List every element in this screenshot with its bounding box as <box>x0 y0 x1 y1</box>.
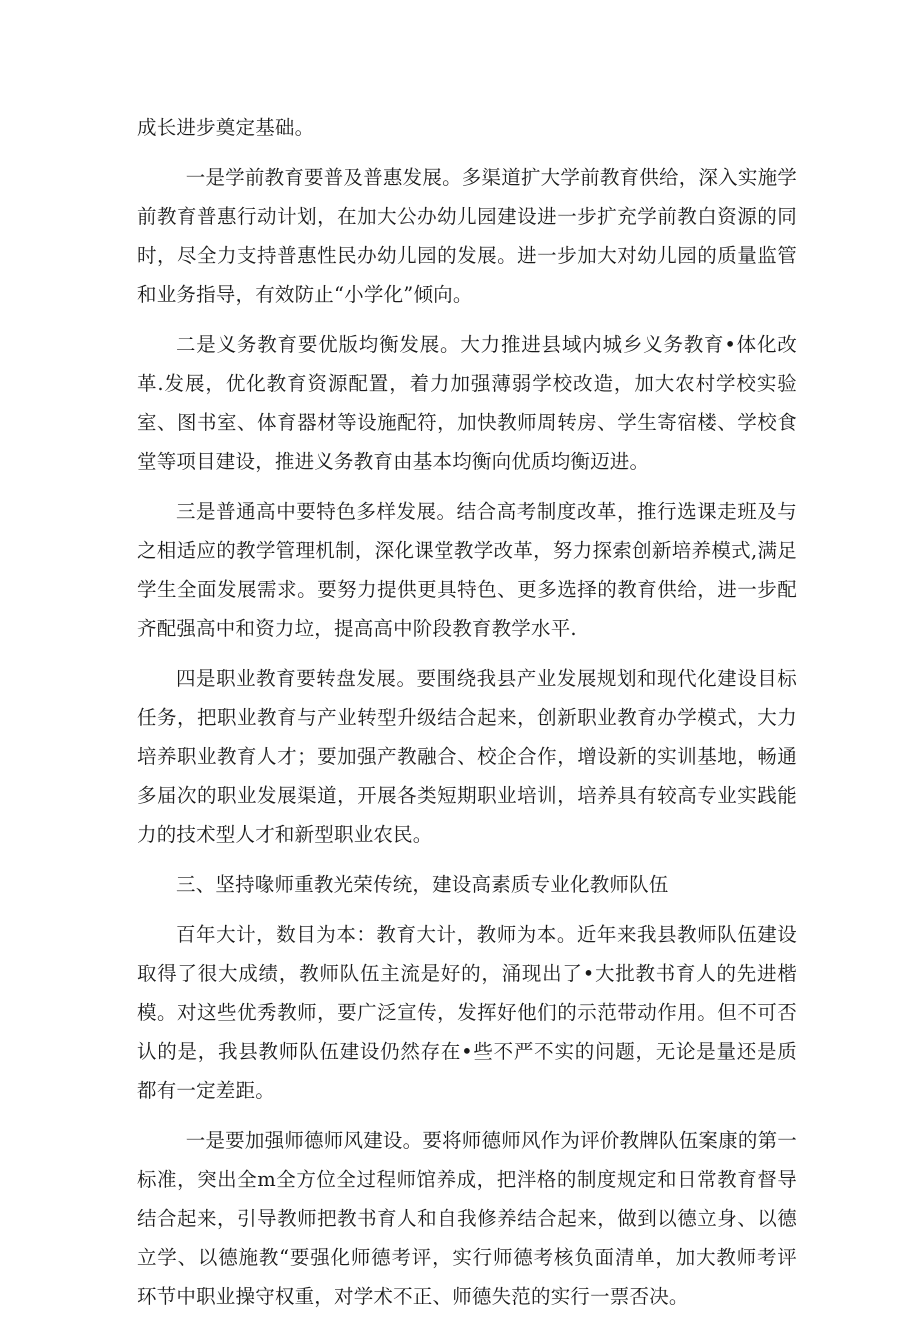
paragraph-compulsory: 二是义务教育要优版均衡发展。大力推进县域内城乡义务教育•体化改革.发展，优化教育资源配置，着力加强薄弱学校改造，加大农村学校实验室、图书室、体育器材等设施配符，加快教师周转房、学生寄宿楼、学校食堂等项目建设，推进义务教育由基本均衡向优质均衡迈进。 <box>137 333 797 473</box>
paragraph-ethics: 一是要加强师德师风建设。要将师德师风作为评价教牌队伍案康的第一标准，突出全m全方位全过程师馆养成，把泮格的制度规定和日常教育督导结合起来，引导教师把教书育人和自我修养结合起来，做到以德立身、以德立学、以德施教“要强化师德考评，实行师德考核负面清单，加大教师考评环节中职业操守权重，对学术不正、师德失范的实行一票否决。 <box>137 1129 797 1308</box>
section-heading-teachers: 三、坚持喙师重教光荣传统，建设高素质专业化教师队伍 <box>176 873 669 896</box>
paragraph-high-school: 三是普通高中要特色多样发展。结合高考制度改革，推行选课走班及与之相适应的教学管理机制，深化课堂教学改革，努力探索创新培养模式,满足学生全面发展需求。要努力提供更具特色、更多选择的教育供给，进一步配齐配强高中和资力垃，提高高中阶段教育教学水平. <box>137 500 797 640</box>
paragraph-vocational: 四是职业教育要转盘发展。要围绕我县产业发展规划和现代化建设目标任务，把职业教育与产业转型升级结合起来，创新职业教育办学模式，大力培养职业教育人才；要加强产教融合、校企合作，增设新的实训基地，畅通多届次的职业发展渠道，开展各类短期职业培训，培养具有较高专业实践能力的技术型人才和新型职业农民。 <box>137 667 797 846</box>
paragraph-continuation: 成长进步奠定基础。 <box>137 116 315 139</box>
document-body <box>137 108 797 1327</box>
paragraph-preschool: 一是学前教育要普及普惠发展。多渠道扩大学前教育供给，深入实施学前教育普惠行动计划，在加大公办幼儿园建设进一步扩充学前教白资源的同时，尽全力支持普惠性民办幼儿园的发展。进一步加大对幼儿园的质量监管和业务指导，有效防止“小学化”倾向。 <box>137 166 797 306</box>
paragraph-teachers-intro: 百年大计，数目为本：教育大计，教师为本。近年来我县教师队伍建设取得了很大成绩，教师队伍主流是好的，涌现出了•大批教书育人的先进楷模。对这些优秀教师，要广泛宣传，发挥好他们的示范带动作用。但不可否认的是，我县教师队伍建设仍然存在•些不严不实的问题，无论是量还是质都有一定差距。 <box>137 923 797 1102</box>
